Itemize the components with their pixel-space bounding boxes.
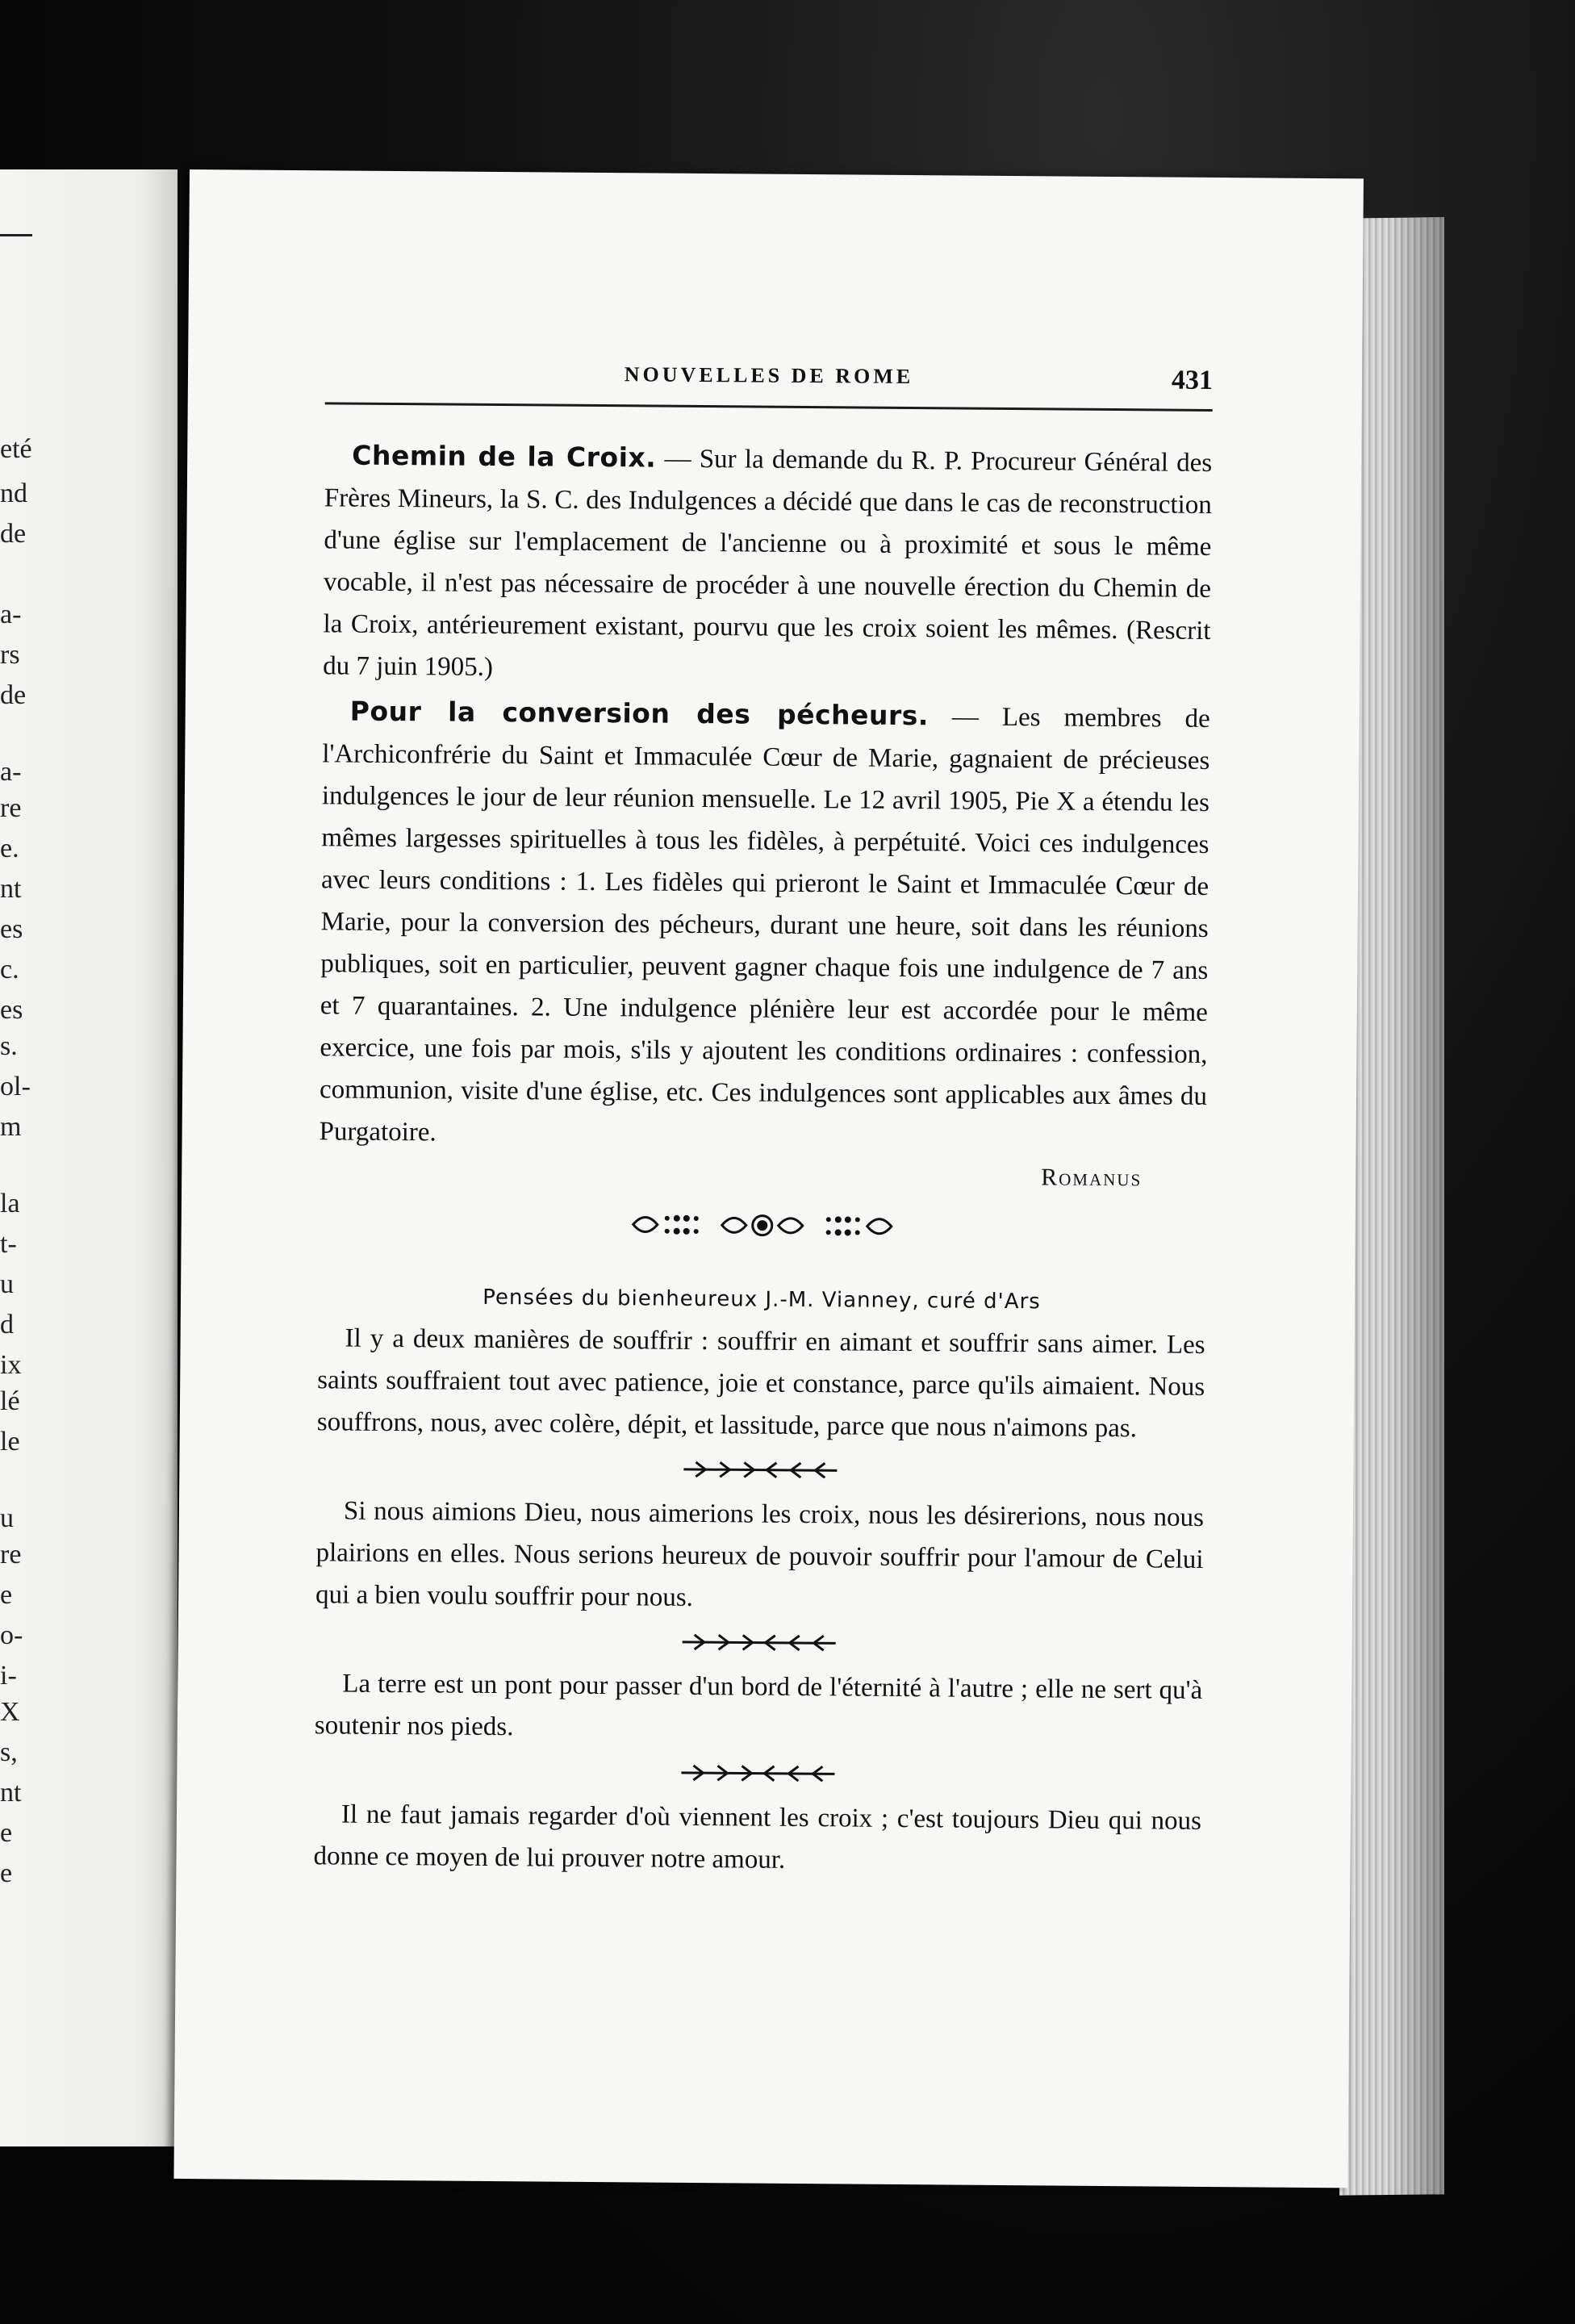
left-page-fragment: X <box>0 1697 20 1727</box>
book-edge-shadow <box>1388 218 1444 2195</box>
left-page-fragment: ol- <box>0 1072 31 1101</box>
left-page-fragment: a- <box>0 600 22 629</box>
page-number: 431 <box>1171 365 1214 395</box>
left-page-fragment: i- <box>0 1661 17 1691</box>
left-page-fragment: e <box>0 1858 13 1888</box>
left-page-fragment: s. <box>0 1031 18 1061</box>
left-page-fragment: a- <box>0 757 22 787</box>
left-page-fragment: re <box>0 793 22 823</box>
page <box>173 169 1364 2188</box>
left-page-fragment: le <box>0 1427 20 1457</box>
left-page-fragment: u <box>0 1269 14 1299</box>
thought-paragraph: La terre est un pont pour passer d'un bord de l'éternité à l'autre ; elle ne sert qu'à soutenir nos pieds. <box>314 1669 1203 1742</box>
article-chemin-de-la-croix <box>323 434 1212 694</box>
left-page-fragment: c. <box>0 955 19 984</box>
left-page-fragment: e <box>0 1580 13 1610</box>
left-page-fragment: lé <box>0 1386 20 1416</box>
running-head <box>325 360 1213 419</box>
left-page-fragment: t- <box>0 1229 17 1259</box>
left-page-fragment: m <box>0 1112 22 1142</box>
left-page-fragment: de <box>0 519 27 549</box>
article-lead: Chemin de la Croix. <box>352 439 657 474</box>
arrow-ornament <box>316 1454 1204 1486</box>
thought-paragraph: Il y a deux manières de souffrir : souffrir en aimant et souffrir sans aimer. Les saints souffraient tout avec patience, joie et constance, parce qu'ils aimaient. Nous souffrons, nous, avec colère, dépit, et lassitude, parce que nous n'aimons pas. <box>316 1323 1205 1444</box>
left-page-fragment: nd <box>0 479 27 508</box>
article-lead: Pour la conversion des pécheurs. <box>349 695 930 732</box>
article-conversion-des-pecheurs <box>319 690 1209 1160</box>
left-page-fragment: d <box>0 1310 14 1340</box>
article-body: — Les membres de l'Archiconfrérie du Saint et Immaculée Cœur de Marie, gagnaient de précieuses indulgences le jour de leur réunion mensuelle. Le 12 avril 1905, Pie X a étendu les mêmes largesses spirituelles à tous les fidèles, à perpétuité. Voici ces indulgences avec leurs conditions : 1. Les fidèles qui prieront le Saint et Immaculée Cœur de Marie, pour la conversion des pécheurs, durant une heure, soit dans les réunions publiques, soit en particulier, peuvent gagner chaque fois une indulgence de 7 ans et 7 quarantaines. 2. Une indulgence plénière leur est accordée pour le même exercice, une fois par mois, s'ils y ajoutent les conditions ordinaires : confession, communion, visite d'une église, etc. Ces indulgences sont applicables aux âmes du Purgatoire. <box>319 702 1210 1147</box>
article-body: — Sur la demande du R. P. Procureur Général des Frères Mineurs, la S. C. des Indulgences a décidé que dans le cas de reconstruction d'une église sur l'emplacement de l'ancienne ou à proximité et sous le même vocable, il n'est pas nécessaire de procéder à une nouvelle érection du Chemin de la Croix, antérieurement existant, pourvu que les croix soient les mêmes. (Rescrit du 7 juin 1905.) <box>323 444 1213 682</box>
running-head-title: NOUVELLES DE ROME <box>624 362 914 389</box>
left-page-fragment: o- <box>0 1620 23 1650</box>
header-rule <box>325 402 1213 412</box>
thought-paragraph: Si nous aimions Dieu, nous aimerions les croix, nous les désirerions, nous nous plairions en elles. Nous serions heureux de pouvoir souffrir pour l'amour de Celui qui a bien voulu souffrir pour nous. <box>315 1496 1205 1612</box>
left-page-fragment: ix <box>0 1350 22 1380</box>
left-page-fragment: es <box>0 995 23 1025</box>
left-page-fragment: e <box>0 1818 13 1848</box>
left-page-rule <box>0 234 32 236</box>
left-page-fragment: es <box>0 914 23 944</box>
left-page-fragment: eté <box>0 434 32 464</box>
signature: Romanus <box>1041 1164 1143 1192</box>
arrow-ornament <box>315 1627 1203 1658</box>
page-content <box>313 360 1213 1884</box>
left-page-fragment: e. <box>0 834 19 863</box>
thought-paragraph: Il ne faut jamais regarder d'où viennent les croix ; c'est toujours Dieu qui nous donne ce moyen de lui prouver notre amour. <box>313 1799 1202 1875</box>
left-page-fragment: de <box>0 680 27 710</box>
left-page-fragment: u <box>0 1503 14 1533</box>
left-page-fragment: la <box>0 1189 20 1218</box>
fleuron-ornament <box>319 1198 1206 1253</box>
left-page-fragment: s, <box>0 1737 18 1767</box>
arrow-ornament <box>314 1758 1201 1789</box>
left-page-fragment: nt <box>0 1778 22 1808</box>
left-page-fragment: rs <box>0 640 20 670</box>
left-page-fragment: re <box>0 1540 22 1570</box>
left-page <box>0 169 178 2146</box>
left-page-fragment: nt <box>0 874 22 904</box>
section-title: Pensées du bienheureux J.-M. Vianney, curé d'Ars <box>483 1285 1041 1315</box>
